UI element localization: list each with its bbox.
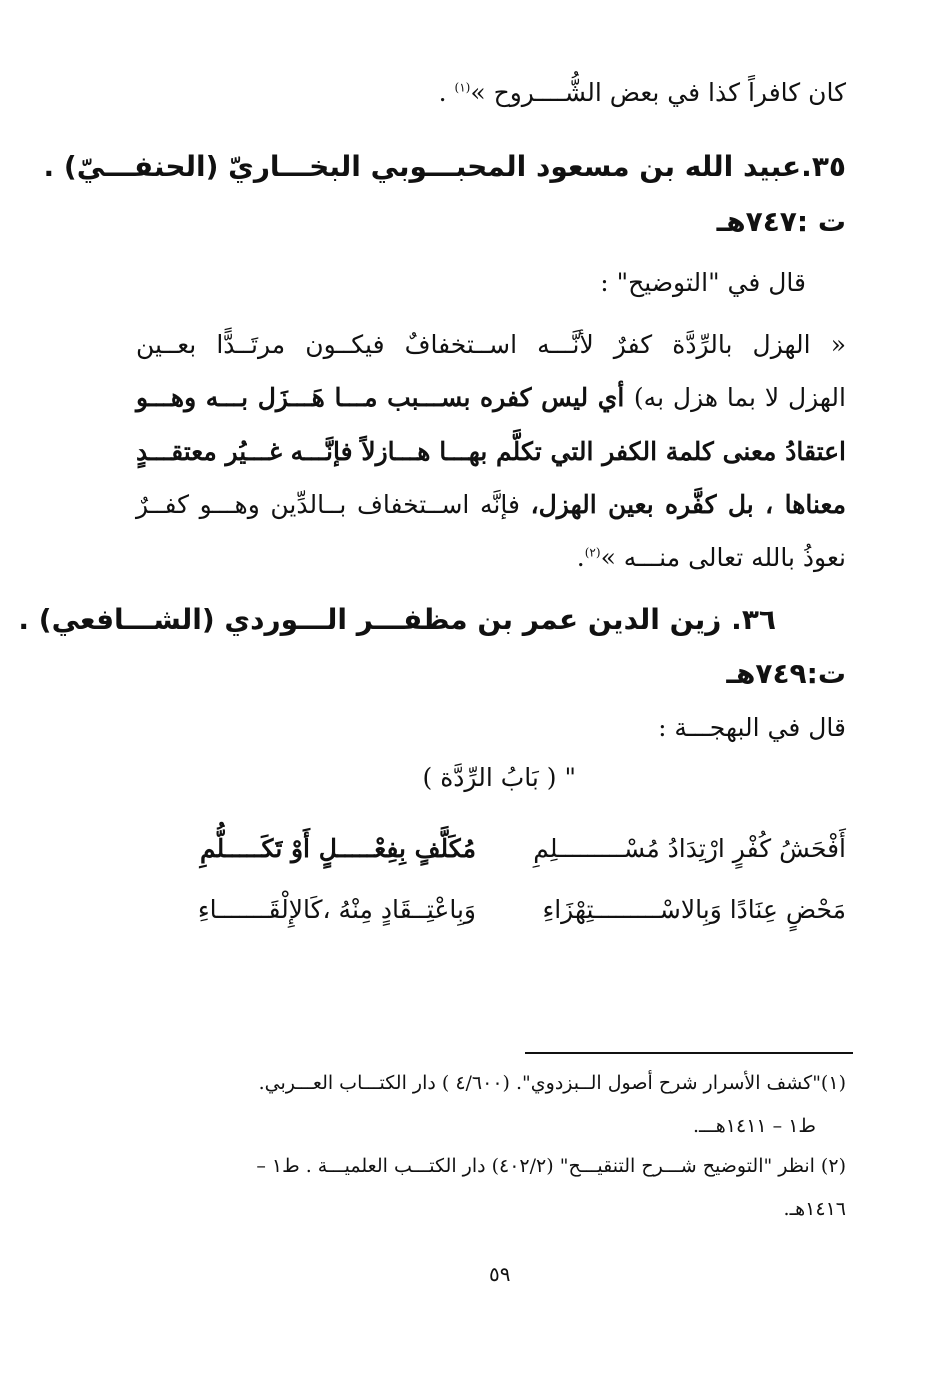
verse-1-second-hemistich: مُكَلَّفٍ بِفِعْـــــلٍ أَوْ تَكَـــــلُّمِ [199, 834, 476, 863]
quote-1-line-e [577, 543, 846, 572]
quote-2-intro: قال في البهجـــة : [658, 713, 846, 742]
footnote-ref-2: (٢) [584, 545, 601, 560]
quote-1-line-d-plain: فإنَّه اســتخفاف بــالدِّين وهـــو كفــرٌ [136, 490, 531, 519]
verse-1-first-hemistich: أَفْحَشُ كُفْرٍ ارْتِدَادُ مُسْـــــــــلِمِ [533, 834, 846, 863]
entry-36-heading: ٣٦. زين الدين عمر بن مظفـــر الـــوردي (الشـــافعي) . [18, 603, 776, 636]
footnote-2-line-b: ١٤١٦هـ. [783, 1198, 846, 1220]
text-line-1 [86, 78, 846, 107]
footnote-1-line-a: (١)"كشف الأسرار شرح أصول الــبزدوي". (٤/٦٠٠ ) دار الكتـــاب العـــربي. [258, 1072, 846, 1094]
quote-1-intro: قال في "التوضيح" : [600, 268, 806, 297]
quote-1-line-d [136, 490, 846, 519]
text-line-1-body: كان كافراً كذا في بعض الشُّــــروح » [470, 78, 846, 107]
text-line-1-end: . [438, 78, 455, 107]
footnote-ref-1: (١) [454, 80, 471, 95]
quote-1-line-b-plain: الهزل لا بما هزل به) [633, 383, 846, 412]
entry-36-date: ت:٧٤٩هـ [726, 657, 846, 690]
footnote-1-line-b: ط١ – ١٤١١هـــ. [693, 1115, 816, 1137]
verse-2-second-hemistich: وَبِاعْتِــقَادٍ مِنْهُ ،كَالإِلْقَـــــــاءِ [197, 895, 476, 924]
quote-1-line-a: « الهزل بالرِّدَّة كفرٌ لأنَّـــه اســتخفافٌ فيكــون مرتَــدًّا بعــين [136, 330, 846, 359]
quote-1-line-c: اعتقادُ معنى كلمة الكفر التي تكلَّم بهـــا هـــازلاً فإنَّـــه غـــيُر معتقـــدٍ [136, 437, 846, 466]
page-number: ٥٩ [489, 1262, 511, 1286]
quote-1-line-e-body: نعوذُ بالله تعالى منـــه » [600, 543, 846, 572]
entry-35-heading: ٣٥.عبيد الله بن مسعود المحبـــوبي البخـــاريّ (الحنفـــيّ) . [43, 150, 846, 183]
quote-1-line-e-end: . [576, 543, 585, 572]
quote-1-line-d-bold: معناها ، بل كفَّره بعين الهزل، [530, 490, 846, 519]
verse-chapter-title: " ( بَابُ الرِّدَّة ) [422, 763, 576, 792]
quote-1-line-b-bold: أي ليس كفره بســـبب مـــا هَـــزَل بـــه وهـــو [136, 383, 634, 412]
verse-2-first-hemistich: مَحْضٍ عِنَادًا وَبِالاسْـــــــــتِهْزَاءِ [542, 895, 846, 924]
entry-35-date: ت :٧٤٧هـ [716, 205, 846, 238]
footnote-2-line-a: (٢) انظر "التوضيح شـــرح التنقيـــح" (٤٠٢/٢) دار الكتـــب العلميـــة . ط١ – [256, 1155, 846, 1177]
quote-1-line-b [136, 383, 846, 412]
footnote-separator [525, 1052, 853, 1054]
